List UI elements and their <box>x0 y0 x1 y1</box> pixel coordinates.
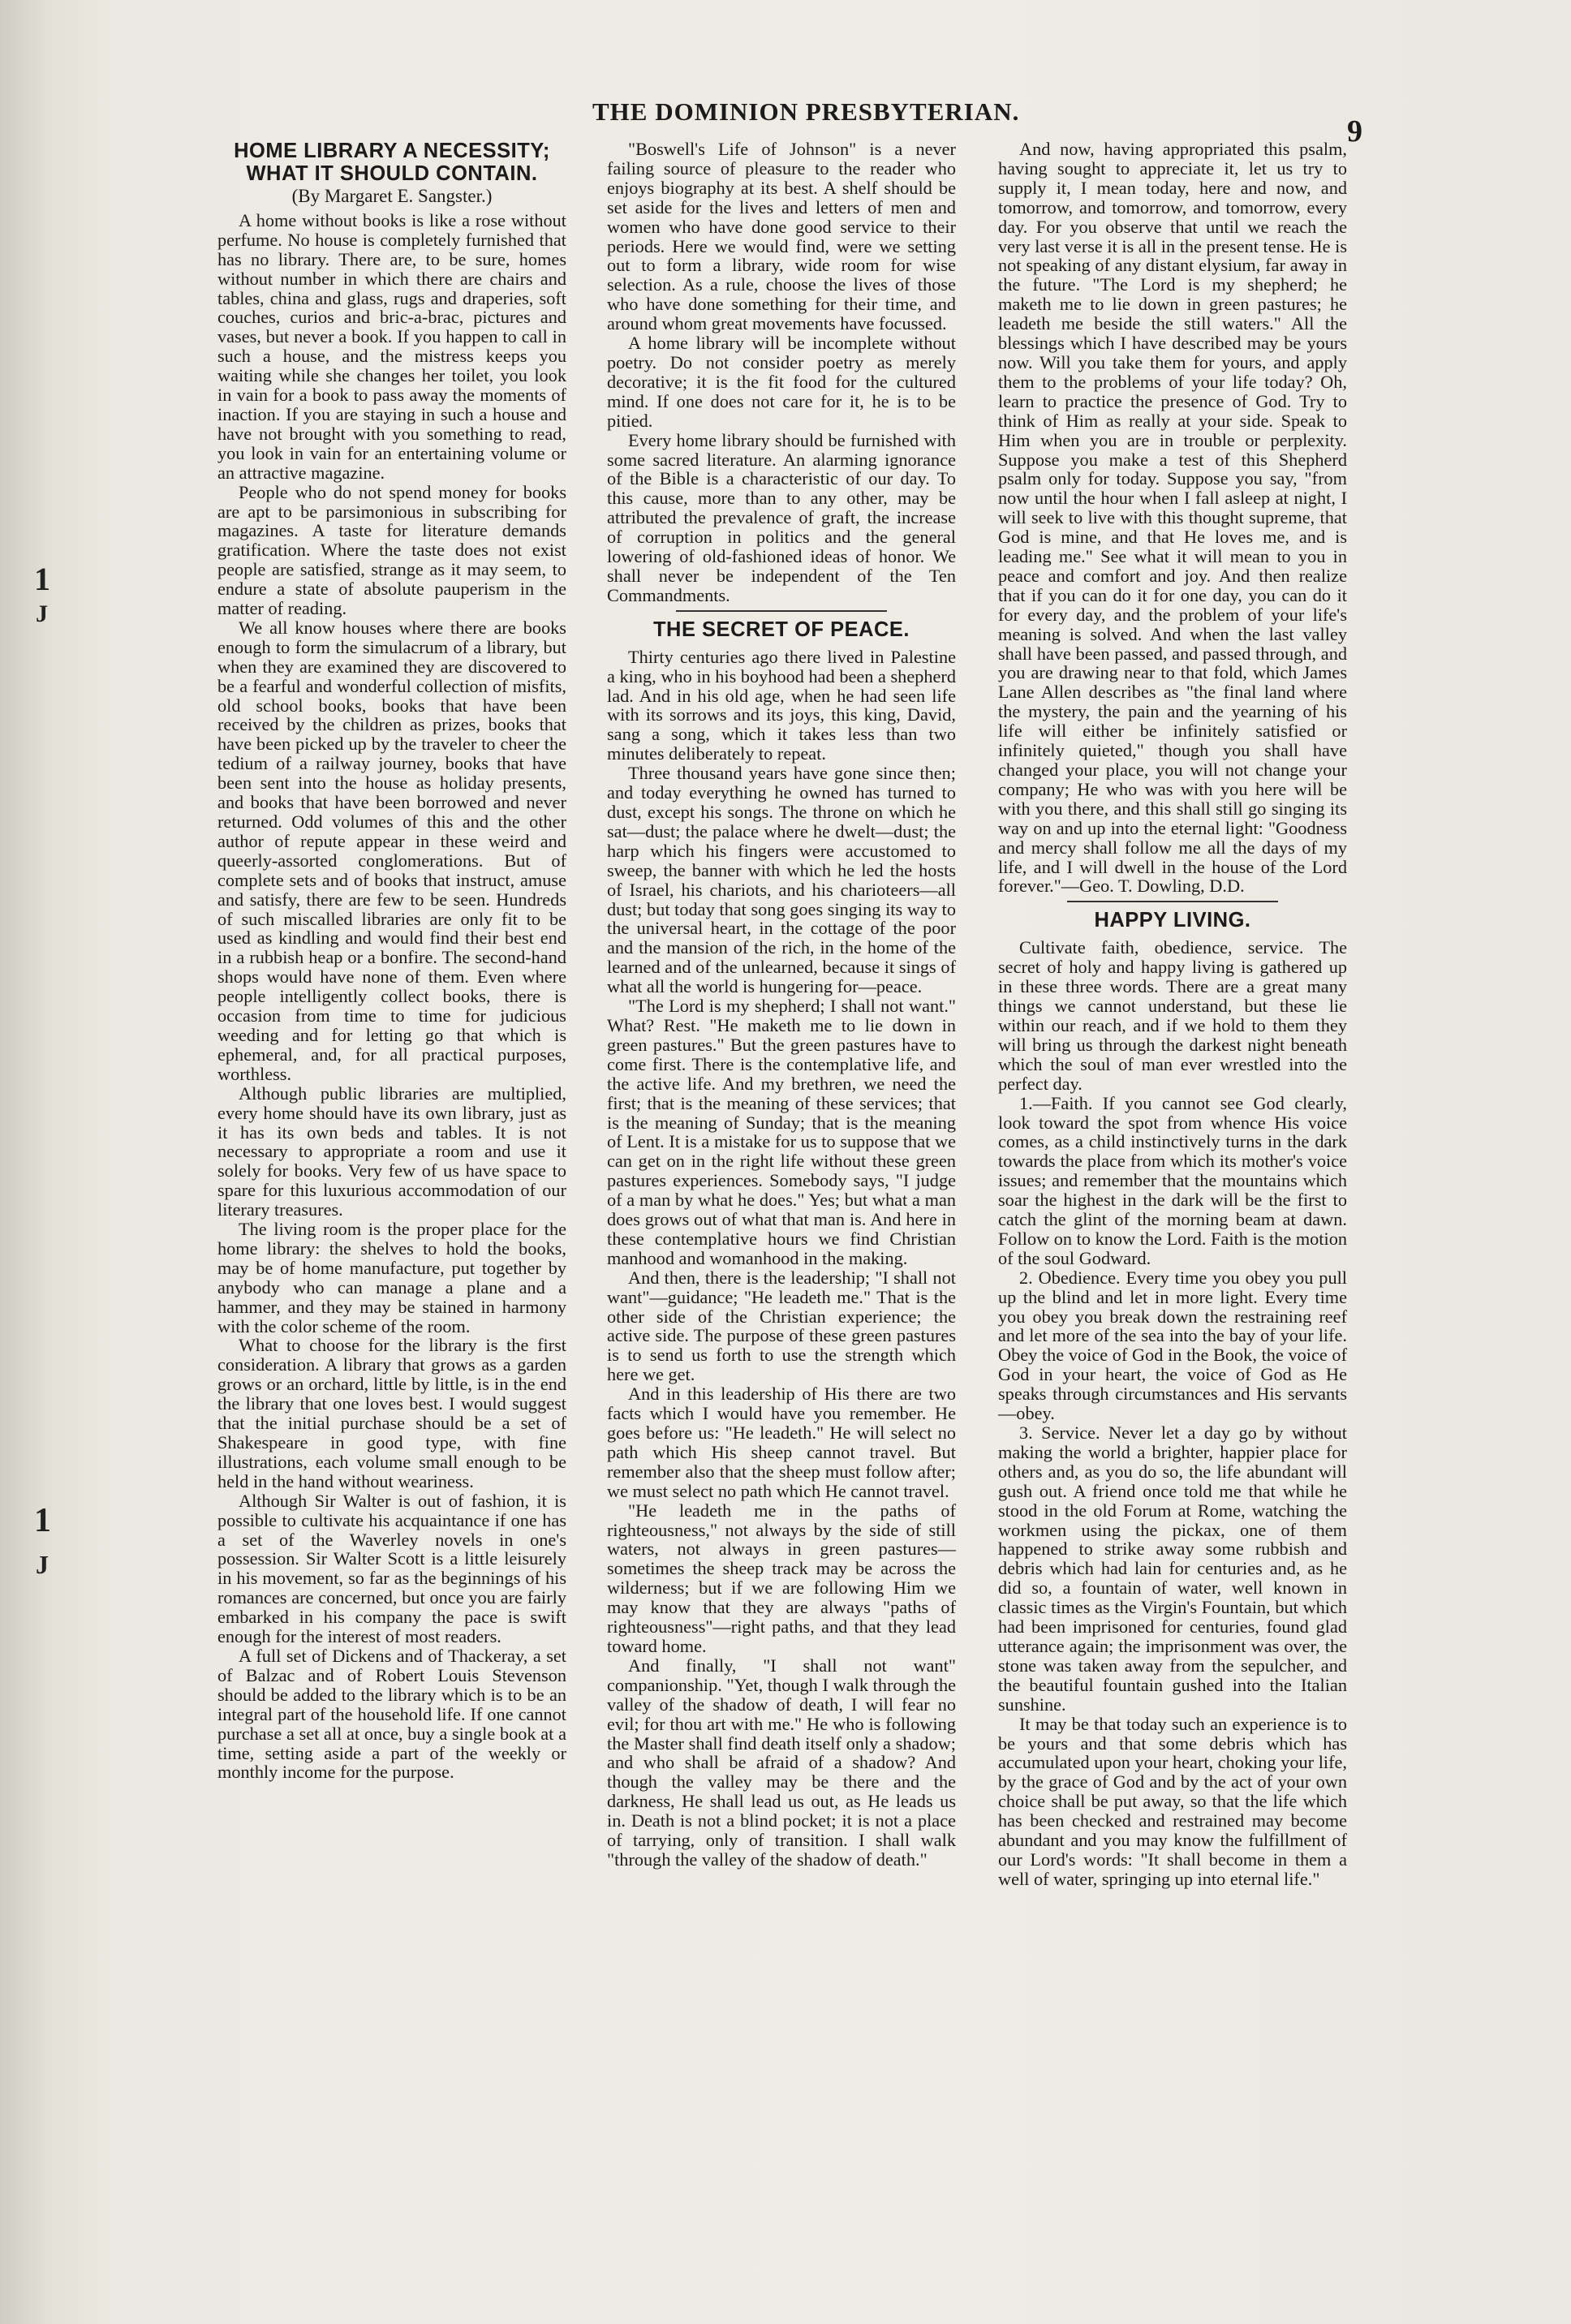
article-paragraph: Although public libraries are multiplied, every home should have its own library, just as it has its own beds and tables. It is not necessary to appropriate a room and use it solely for books. Very few of us have space to spare for this luxurious accommodation of our literary treasures. <box>217 1082 566 1220</box>
column-2 <box>607 140 956 1870</box>
article-paragraph: "Boswell's Life of Johnson" is a never failing source of pleasure to the reader who enjoys biography at its best. A shelf should be set aside for the lives and letters of men and women who have done good service to their periods. Here we would find, were we setting out to form a library, wide room for wise selection. As a rule, choose the lives of those who have done something for their time, and around whom great movements have focussed. <box>607 139 956 334</box>
article-paragraph: We all know houses where there are books enough to form the simulacrum of a library, but when they are examined they are discovered to be a fearful and wonderful collection of misfits, old school books, books that have been received by the children as prizes, books that have been picked up by the traveler to cheer the tedium of a railway journey, books that have been sent into the house as holiday presents, and books that have been borrowed and never returned. Odd volumes of this and the other author of repute appear in these weird and queerly-assorted conglomerations. But of complete sets and of books that instruct, amuse and satisfy, there are few to be seen. Hundreds of such miscalled libraries are only fit to be used as kindling and would find their best end in a rubbish heap or a bonfire. The second-hand shops would have none of them. Even where people intelligently collect books, there is occasion from time to time for judicious weeding and for letting go that which is ephemeral, and, for all practical purposes, worthless. <box>217 617 566 1084</box>
article-paragraph: 3. Service. Never let a day go by without making the world a brighter, happier place for others and, as you do so, the life abundant will gush out. A friend once told me that while he stood in the old Forum at Rome, watching the workmen using the pickax, one of them happened to strike away some rubbish and debris which had lain for centuries and, as he did so, a fountain of water, well known in classic times as the Virgin's Fountain, but which had been imprisoned for centuries, found glad utterance again; the imprisonment was over, the stone was taken away from the sepulcher, and the beautiful fountain gushed into the Italian sunshine. <box>998 1422 1347 1715</box>
newspaper-title: THE DOMINION PRESBYTERIAN. <box>592 97 1020 126</box>
article-paragraph: People who do not spend money for books are apt to be parsimonious in subscribing for magazines. A taste for literature demands gratification. Where the taste does not exist people are satisfied, strange as it may seem, to endure a state of absolute pauperism in the matter of reading. <box>217 481 566 619</box>
column-3 <box>998 140 1347 1889</box>
article-paragraph: Every home library should be furnished with some sacred literature. An alarming ignorance of the Bible is a characteristic of our day. To this cause, more than to any other, may be attributed the prevalence of graft, the increase of corruption in politics and the general lowering of old-fashioned ideas of honor. We shall never be independent of the Ten Commandments. <box>607 429 956 605</box>
article-paragraph: "The Lord is my shepherd; I shall not want." What? Rest. "He maketh me to lie down in green pastures." But the green pastures have to come first. There is the contemplative life, and the active life. And my brethren, we need the first; that is the meaning of these services; that is the meaning of Sunday; that is the meaning of Lent. It is a mistake for us to suppose that we can get on in the right life without these green pastures experiences. Somebody says, "I judge of a man by what he does." Yes; but what a man does grows out of what that man is. And here in these contemplative hours we find Christian manhood and womanhood in the making. <box>607 996 956 1268</box>
article-paragraph: What to choose for the library is the first consideration. A library that grows as a garden grows or an orchard, little by little, is in the end the library that one loves best. I would suggest that the initial purchase should be a set of Shakespeare in good type, with fine illustrations, each volume small enough to be held in the hand without weariness. <box>217 1335 566 1491</box>
margin-mark: J <box>36 600 48 627</box>
article-paragraph: It may be that today such an experience is to be yours and that some debris which has accumulated upon your heart, choking your life, by the grace of God and by the act of your own choice shall be put away, so that the life which has been checked and restrained may become abundant and you may know the fulfillment of our Lord's words: "It shall become in them a well of water, springing up into eternal life." <box>998 1713 1347 1889</box>
article-paragraph: A home library will be incomplete without poetry. Do not consider poetry as merely decorative; it is the fit food for the cultured mind. If one does not care for it, he is to be pitied. <box>607 333 956 431</box>
article-title: THE SECRET OF PEACE. <box>652 618 910 641</box>
section-divider <box>676 610 887 612</box>
article-paragraph: 2. Obedience. Every time you obey you pull up the blind and let in more light. Every time you obey you break down the restraining reef and let more of the sea into the bay of your life. Obey the voice of God in the Book, the voice of God in your heart, the voice of God as He speaks through circumstances and His servants—obey. <box>998 1267 1347 1424</box>
article-paragraph: Cultivate faith, obedience, service. The secret of holy and happy living is gathered up in these three words. There are a great many things we cannot understand, but these lie within our reach, and if we hold to them they will bring us through the darkest night beneath which the soul of man ever wrestled into the perfect day. <box>998 937 1347 1094</box>
article-paragraph: And finally, "I shall not want" companionship. "Yet, though I walk through the valley of the shadow of death, I will fear no evil; for thou art with me." He who is following the Master shall find death itself only a shadow; and who shall be afraid of a shadow? And though the valley may be there and the darkness, He shall lead us out, as He leads us in. Death is not a blind pocket; it is not a place of tarrying, only of transition. I shall walk "through the valley of the shadow of death." <box>607 1655 956 1870</box>
article-paragraph: "He leadeth me in the paths of righteousness," not always by the side of still waters, not always in green pastures—sometimes the sheep track may be across the wilderness; but if we are following Him we may know that they are always "paths of righteousness"—right paths, and that they lead toward home. <box>607 1500 956 1656</box>
article-paragraph: A full set of Dickens and of Thackeray, a set of Balzac and of Robert Louis Stevenson should be added to the library which is to be an integral part of the household life. If one cannot purchase a set all at once, buy a single book at a time, setting aside a part of the weekly or monthly income for the purpose. <box>217 1645 566 1783</box>
article-paragraph: A home without books is like a rose without perfume. No house is completely furnished that has no library. There are, to be sure, homes without number in which there are chairs and tables, china and glass, rugs and draperies, soft couches, curios and bric-a-brac, pictures and vases, but never a book. If you happen to call in such a house, and the mistress keeps you waiting while she changes her toilet, you look in vain for a book to pass away the moments of inaction. If you are staying in such a house and have not brought with you something to read, you look in vain for an entertaining volume or an attractive magazine. <box>217 209 566 483</box>
article-paragraph: And now, having appropriated this psalm, having sought to appreciate it, let us try to supply it, I mean today, here and now, and tomorrow, and tomorrow, and tomorrow, every day. For you observe that until we reach the very last verse it is all in the present tense. He is not speaking of any distant elysium, far away in the future. "The Lord is my shepherd; he maketh me to lie down in green pastures; he leadeth me beside the still waters." All the blessings which I have described may be yours now. Will you take them for yours, and apply them to the problems of your life today? Oh, learn to practice the presence of God. Try to think of Him as really at your side. Speak to Him when you are in trouble or perplexity. Suppose you make a test of this Shepherd psalm only for today. Suppose you say, "from now until the hour when I fall asleep at night, I will seek to live with this thought supreme, that God is mine, and that He loves me, and is leading me." See what it will mean to you in peace and comfort and joy. And then realize that if you can do it for one day, you can do it for every day, and the problem of your life's meaning is solved. And when the last valley shall have been passed, and passed through, and you are drawing near to that fold, which James Lane Allen describes as "the final land where the mystery, the pain and the yearning of his life will either be infinitely satisfied or infinitely quieted," though you shall have changed your place, you will not change your company; He who was with you here will be with you there, and this shall still go singing its way on and up into the eternal light: "Goodness and mercy shall follow me all the days of my life, and I will dwell in the house of the Lord forever."—Geo. T. Dowling, D.D. <box>998 139 1347 897</box>
article-title: HAPPY LIVING. <box>1094 909 1251 932</box>
article-byline: (By Margaret E. Sangster.) <box>291 186 493 206</box>
article-paragraph: Thirty centuries ago there lived in Palestine a king, who in his boyhood had been a shepherd lad. And in his old age, when he had seen life with its sorrows and its joys, this king, David, sang a song, which it takes less than two minutes deliberately to repeat. <box>607 646 956 764</box>
article-paragraph: 1.—Faith. If you cannot see God clearly, look toward the spot from whence His voice comes, as a child instinctively turns in the dark towards the place from which its mother's voice issues; and remember that the mountains which soar the highest in the dark will be the first to catch the glint of the morning beam at dawn. Follow on to know the Lord. Faith is the motion of the soul Godward. <box>998 1092 1347 1268</box>
page-number: 9 <box>1347 114 1362 148</box>
article-paragraph: Although Sir Walter is out of fashion, it is possible to cultivate his acquaintance if one has a set of the Waverley novels in one's possession. Sir Walter Scott is a little leisurely in his movement, so far as the beginnings of his romances are concerned, but once you are fairly embarked in his company the pace is swift enough for the interest of most readers. <box>217 1490 566 1647</box>
margin-mark: J <box>36 1550 49 1579</box>
article-title: HOME LIBRARY A NECESSITY; WHAT IT SHOULD CONTAIN. <box>234 140 550 185</box>
article-paragraph: Three thousand years have gone since then; and today everything he owned has turned to dust, except his songs. The throne on which he sat—dust; the palace where he dwelt—dust; the harp which his fingers were accustomed to sweep, the banner with which he led the hosts of Israel, his chariots, and his charioteers—all dust; but today that song goes singing its way to the universal heart, in the cottage of the poor and the mansion of the rich, in the home of the learned and of the unlearned, because it sings of what all the world is hungering for—peace. <box>607 763 956 997</box>
article-paragraph: The living room is the proper place for the home library: the shelves to hold the books, may be of home manufacture, put together by anybody who can manage a plane and a hammer, and they may be stained in harmony with the color scheme of the room. <box>217 1219 566 1336</box>
column-1 <box>217 140 566 1782</box>
article-paragraph: And then, there is the leadership; "I shall not want"—guidance; "He leadeth me." That is the other side of the Christian experience; the active side. The purpose of these green pastures is to send us forth to use the strength which here we get. <box>607 1267 956 1385</box>
margin-mark: 1 <box>34 561 50 597</box>
margin-mark: 1 <box>34 1502 51 1539</box>
section-divider <box>1067 901 1278 902</box>
article-paragraph: And in this leadership of His there are two facts which I would have you remember. He goes before us: "He leadeth." He will select no path which His sheep cannot travel. But remember also that the sheep must follow after; we must select no path which He cannot travel. <box>607 1384 956 1501</box>
